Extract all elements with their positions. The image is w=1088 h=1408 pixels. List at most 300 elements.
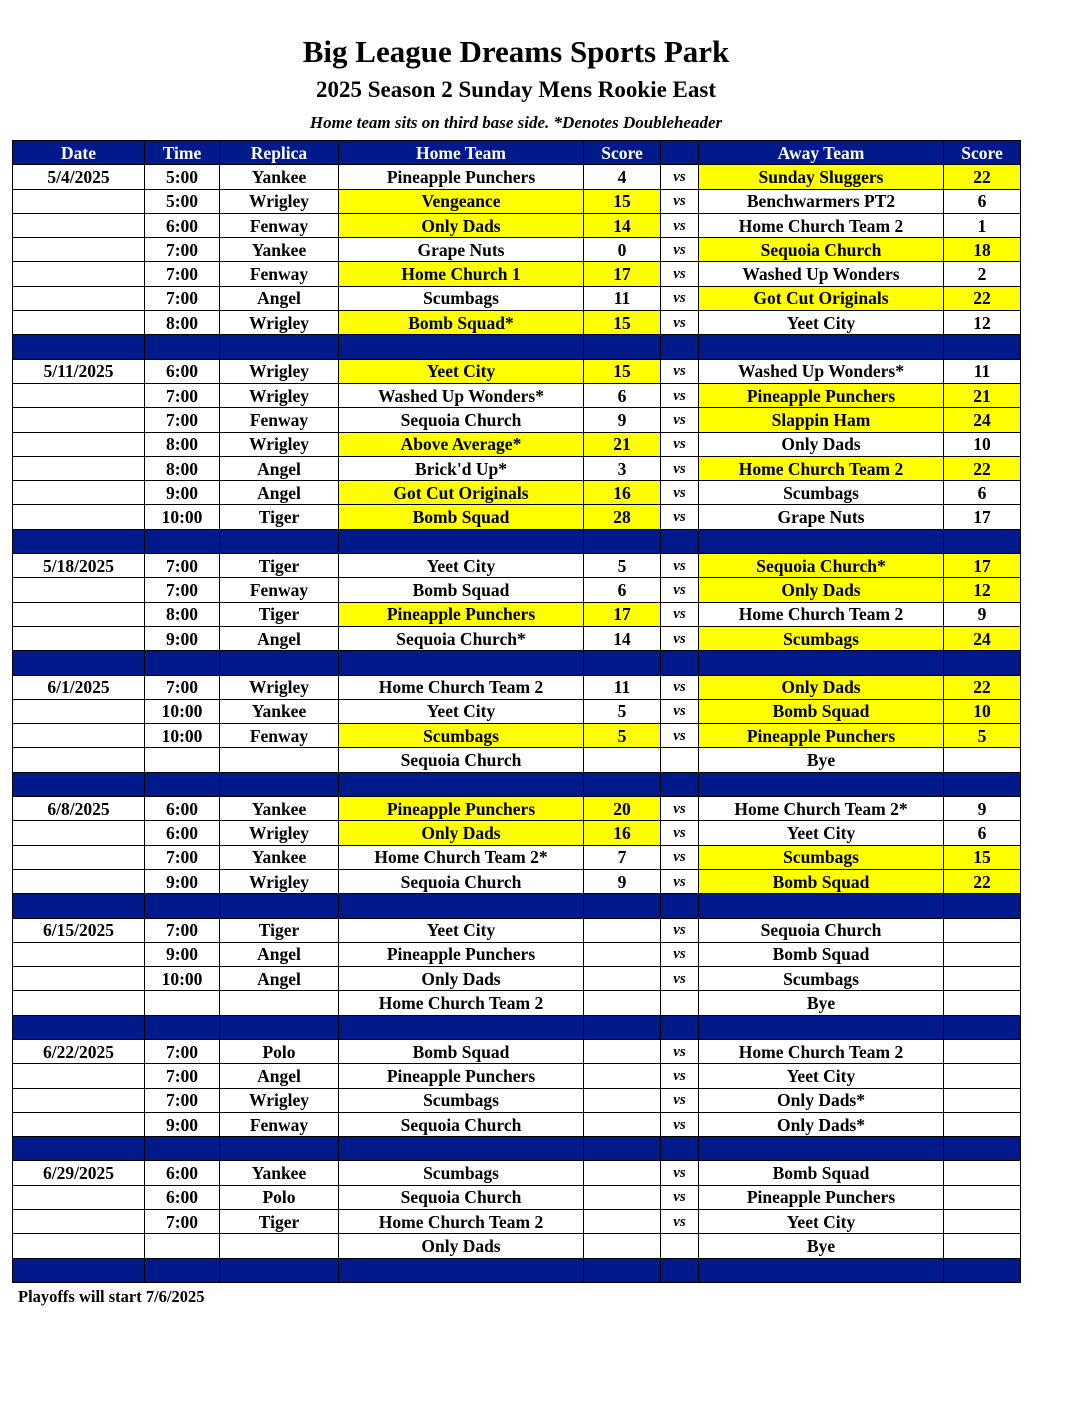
home-score — [584, 991, 661, 1015]
away-score: 24 — [944, 626, 1021, 650]
week-separator — [13, 772, 1021, 796]
home-score — [584, 918, 661, 942]
home-team: Home Church Team 2 — [339, 991, 584, 1015]
game-row — [13, 481, 1021, 505]
away-score: 6 — [944, 481, 1021, 505]
game-field: Polo — [220, 1039, 339, 1063]
game-date: 6/22/2025 — [13, 1039, 145, 1063]
away-team: Bomb Squad — [699, 1161, 944, 1185]
home-team: Bomb Squad — [339, 1039, 584, 1063]
game-date — [13, 1210, 145, 1234]
game-row — [13, 1064, 1021, 1088]
game-row — [13, 821, 1021, 845]
home-team: Scumbags — [339, 286, 584, 310]
separator-cell — [944, 335, 1021, 359]
game-time: 10:00 — [145, 505, 220, 529]
separator-cell — [661, 529, 699, 553]
vs-label: vs — [661, 845, 699, 869]
away-team: Only Dads — [699, 675, 944, 699]
separator-cell — [145, 651, 220, 675]
separator-cell — [944, 1258, 1021, 1282]
separator-cell — [699, 894, 944, 918]
game-date — [13, 821, 145, 845]
away-team: Sequoia Church* — [699, 554, 944, 578]
game-date — [13, 1112, 145, 1136]
away-team: Home Church Team 2 — [699, 456, 944, 480]
separator-cell — [145, 772, 220, 796]
game-row — [13, 797, 1021, 821]
home-team: Sequoia Church — [339, 1185, 584, 1209]
game-field: Angel — [220, 456, 339, 480]
home-team: Sequoia Church — [339, 869, 584, 893]
away-team: Only Dads — [699, 432, 944, 456]
away-team: Only Dads* — [699, 1088, 944, 1112]
separator-cell — [661, 335, 699, 359]
home-team: Brick'd Up* — [339, 456, 584, 480]
separator-cell — [584, 529, 661, 553]
game-date — [13, 942, 145, 966]
home-score: 20 — [584, 797, 661, 821]
vs-label: vs — [661, 432, 699, 456]
game-field: Wrigley — [220, 821, 339, 845]
away-team: Sunday Sluggers — [699, 165, 944, 189]
game-date — [13, 1064, 145, 1088]
home-score: 5 — [584, 554, 661, 578]
game-field: Fenway — [220, 1112, 339, 1136]
game-time: 6:00 — [145, 213, 220, 237]
home-score: 4 — [584, 165, 661, 189]
home-score: 16 — [584, 821, 661, 845]
separator-cell — [661, 772, 699, 796]
game-time: 7:00 — [145, 1210, 220, 1234]
page-title: Big League Dreams Sports Park — [302, 34, 730, 69]
game-field: Tiger — [220, 1210, 339, 1234]
away-score: 6 — [944, 189, 1021, 213]
away-score: 15 — [944, 845, 1021, 869]
separator-cell — [145, 529, 220, 553]
away-team: Sequoia Church — [699, 238, 944, 262]
away-team: Sequoia Church — [699, 918, 944, 942]
separator-cell — [339, 772, 584, 796]
away-score — [944, 991, 1021, 1015]
game-date — [13, 238, 145, 262]
vs-label: vs — [661, 1185, 699, 1209]
game-time — [145, 1234, 220, 1258]
game-date — [13, 1185, 145, 1209]
game-row — [13, 432, 1021, 456]
home-team: Grape Nuts — [339, 238, 584, 262]
home-team: Home Church 1 — [339, 262, 584, 286]
away-team: Yeet City — [699, 1210, 944, 1234]
game-field: Tiger — [220, 554, 339, 578]
away-score: 18 — [944, 238, 1021, 262]
vs-label: vs — [661, 1064, 699, 1088]
away-team: Washed Up Wonders — [699, 262, 944, 286]
away-team: Home Church Team 2 — [699, 1039, 944, 1063]
game-date — [13, 991, 145, 1015]
column-header-date: Date — [13, 141, 145, 165]
away-team: Yeet City — [699, 1064, 944, 1088]
away-score — [944, 1088, 1021, 1112]
game-time: 6:00 — [145, 821, 220, 845]
home-team: Only Dads — [339, 1234, 584, 1258]
separator-cell — [339, 651, 584, 675]
game-date — [13, 213, 145, 237]
separator-cell — [145, 894, 220, 918]
separator-cell — [661, 1258, 699, 1282]
game-field: Wrigley — [220, 311, 339, 335]
game-date: 5/11/2025 — [13, 359, 145, 383]
game-time: 7:00 — [145, 918, 220, 942]
vs-label: vs — [661, 942, 699, 966]
column-header-home-team: Home Team — [339, 141, 584, 165]
game-time: 5:00 — [145, 189, 220, 213]
game-field: Yankee — [220, 845, 339, 869]
game-field: Fenway — [220, 724, 339, 748]
vs-label: vs — [661, 383, 699, 407]
separator-cell — [699, 335, 944, 359]
away-score: 12 — [944, 578, 1021, 602]
separator-cell — [145, 335, 220, 359]
home-score — [584, 967, 661, 991]
game-row — [13, 869, 1021, 893]
separator-cell — [661, 1137, 699, 1161]
away-score: 22 — [944, 165, 1021, 189]
away-score: 9 — [944, 797, 1021, 821]
schedule-table — [12, 140, 1021, 1283]
game-time: 5:00 — [145, 165, 220, 189]
game-date — [13, 456, 145, 480]
game-time: 7:00 — [145, 238, 220, 262]
game-time: 6:00 — [145, 359, 220, 383]
game-time: 7:00 — [145, 383, 220, 407]
vs-label: vs — [661, 675, 699, 699]
game-row — [13, 408, 1021, 432]
home-team: Scumbags — [339, 1161, 584, 1185]
game-time: 7:00 — [145, 845, 220, 869]
separator-cell — [661, 651, 699, 675]
separator-cell — [220, 894, 339, 918]
separator-cell — [220, 529, 339, 553]
game-field — [220, 1234, 339, 1258]
game-time: 9:00 — [145, 942, 220, 966]
game-field: Wrigley — [220, 1088, 339, 1112]
away-team: Only Dads — [699, 578, 944, 602]
vs-label: vs — [661, 481, 699, 505]
game-time: 6:00 — [145, 797, 220, 821]
game-row — [13, 165, 1021, 189]
vs-label: vs — [661, 797, 699, 821]
game-date — [13, 626, 145, 650]
column-header-away-score: Score — [944, 141, 1021, 165]
separator-cell — [661, 1015, 699, 1039]
separator-cell — [584, 335, 661, 359]
separator-cell — [944, 772, 1021, 796]
home-score — [584, 1161, 661, 1185]
game-date — [13, 869, 145, 893]
game-date — [13, 602, 145, 626]
game-field: Fenway — [220, 578, 339, 602]
home-score: 5 — [584, 724, 661, 748]
header-row — [13, 141, 1021, 165]
game-date — [13, 505, 145, 529]
column-header-replica: Replica — [220, 141, 339, 165]
vs-label: vs — [661, 602, 699, 626]
game-date — [13, 481, 145, 505]
game-time: 7:00 — [145, 1064, 220, 1088]
separator-cell — [699, 529, 944, 553]
game-field: Polo — [220, 1185, 339, 1209]
home-team: Only Dads — [339, 967, 584, 991]
game-date: 6/29/2025 — [13, 1161, 145, 1185]
home-score: 15 — [584, 359, 661, 383]
away-team: Bye — [699, 991, 944, 1015]
home-team: Got Cut Originals — [339, 481, 584, 505]
vs-label: vs — [661, 699, 699, 723]
away-score: 5 — [944, 724, 1021, 748]
separator-cell — [699, 1015, 944, 1039]
page-subtitle: 2025 Season 2 Sunday Mens Rookie East — [315, 77, 717, 102]
separator-cell — [661, 894, 699, 918]
away-team: Got Cut Originals — [699, 286, 944, 310]
home-score: 3 — [584, 456, 661, 480]
game-time: 9:00 — [145, 481, 220, 505]
game-time: 7:00 — [145, 578, 220, 602]
home-team: Above Average* — [339, 432, 584, 456]
away-score — [944, 1161, 1021, 1185]
away-score: 22 — [944, 456, 1021, 480]
separator-cell — [584, 1258, 661, 1282]
away-score — [944, 1210, 1021, 1234]
separator-cell — [584, 894, 661, 918]
home-team: Sequoia Church — [339, 748, 584, 772]
separator-cell — [699, 1137, 944, 1161]
separator-cell — [13, 772, 145, 796]
separator-cell — [13, 335, 145, 359]
home-team: Sequoia Church — [339, 1112, 584, 1136]
game-row — [13, 724, 1021, 748]
vs-label: vs — [661, 359, 699, 383]
away-score: 22 — [944, 286, 1021, 310]
game-row — [13, 311, 1021, 335]
vs-label: vs — [661, 408, 699, 432]
away-score — [944, 748, 1021, 772]
home-score — [584, 1234, 661, 1258]
game-row — [13, 1234, 1021, 1258]
away-score: 1 — [944, 213, 1021, 237]
game-row — [13, 286, 1021, 310]
game-row — [13, 626, 1021, 650]
game-row — [13, 238, 1021, 262]
game-date: 5/4/2025 — [13, 165, 145, 189]
away-score — [944, 1112, 1021, 1136]
separator-cell — [13, 1137, 145, 1161]
schedule-note: Home team sits on third base side. *Denotes Doubleheader — [309, 113, 723, 132]
game-field: Wrigley — [220, 869, 339, 893]
game-row — [13, 213, 1021, 237]
game-date — [13, 262, 145, 286]
separator-cell — [13, 894, 145, 918]
home-team: Bomb Squad — [339, 578, 584, 602]
home-team: Yeet City — [339, 699, 584, 723]
home-score — [584, 1185, 661, 1209]
away-team: Bomb Squad — [699, 699, 944, 723]
home-score: 17 — [584, 602, 661, 626]
separator-cell — [339, 1258, 584, 1282]
away-score — [944, 942, 1021, 966]
home-team: Home Church Team 2 — [339, 1210, 584, 1234]
home-team: Sequoia Church — [339, 408, 584, 432]
separator-cell — [145, 1258, 220, 1282]
game-time: 8:00 — [145, 432, 220, 456]
game-field — [220, 748, 339, 772]
game-time: 6:00 — [145, 1161, 220, 1185]
separator-cell — [339, 894, 584, 918]
game-field: Yankee — [220, 165, 339, 189]
game-field: Tiger — [220, 602, 339, 626]
game-date: 5/18/2025 — [13, 554, 145, 578]
game-date — [13, 724, 145, 748]
game-row — [13, 1161, 1021, 1185]
home-score: 15 — [584, 189, 661, 213]
game-row — [13, 1112, 1021, 1136]
away-score: 9 — [944, 602, 1021, 626]
vs-label: vs — [661, 554, 699, 578]
home-score: 9 — [584, 408, 661, 432]
game-field: Fenway — [220, 213, 339, 237]
game-time: 8:00 — [145, 602, 220, 626]
game-row — [13, 942, 1021, 966]
vs-label: vs — [661, 262, 699, 286]
game-date — [13, 383, 145, 407]
game-row — [13, 578, 1021, 602]
playoffs-note: Playoffs will start 7/6/2025 — [18, 1287, 205, 1306]
game-row — [13, 456, 1021, 480]
home-score: 6 — [584, 383, 661, 407]
game-time: 7:00 — [145, 262, 220, 286]
vs-label: vs — [661, 456, 699, 480]
separator-cell — [339, 1137, 584, 1161]
column-header-away-team: Away Team — [699, 141, 944, 165]
away-team: Benchwarmers PT2 — [699, 189, 944, 213]
away-score: 12 — [944, 311, 1021, 335]
away-team: Home Church Team 2* — [699, 797, 944, 821]
vs-label: vs — [661, 311, 699, 335]
home-team: Pineapple Punchers — [339, 797, 584, 821]
home-score: 16 — [584, 481, 661, 505]
home-score: 9 — [584, 869, 661, 893]
home-score — [584, 748, 661, 772]
separator-cell — [339, 529, 584, 553]
away-team: Slappin Ham — [699, 408, 944, 432]
game-field: Wrigley — [220, 359, 339, 383]
home-score — [584, 1039, 661, 1063]
game-field: Yankee — [220, 797, 339, 821]
away-score — [944, 1234, 1021, 1258]
away-score: 24 — [944, 408, 1021, 432]
game-date — [13, 967, 145, 991]
separator-cell — [584, 1137, 661, 1161]
game-date — [13, 408, 145, 432]
home-score — [584, 1088, 661, 1112]
away-score: 10 — [944, 432, 1021, 456]
home-score: 5 — [584, 699, 661, 723]
game-time: 10:00 — [145, 724, 220, 748]
home-score — [584, 1112, 661, 1136]
away-team: Home Church Team 2 — [699, 602, 944, 626]
home-team: Home Church Team 2* — [339, 845, 584, 869]
away-team: Washed Up Wonders* — [699, 359, 944, 383]
game-date — [13, 748, 145, 772]
separator-cell — [220, 1137, 339, 1161]
game-row — [13, 991, 1021, 1015]
vs-label — [661, 748, 699, 772]
game-date: 6/1/2025 — [13, 675, 145, 699]
separator-cell — [699, 1258, 944, 1282]
separator-cell — [944, 651, 1021, 675]
game-row — [13, 967, 1021, 991]
game-field: Tiger — [220, 505, 339, 529]
game-row — [13, 505, 1021, 529]
game-time — [145, 748, 220, 772]
game-row — [13, 918, 1021, 942]
game-field: Angel — [220, 942, 339, 966]
separator-cell — [584, 651, 661, 675]
away-team: Pineapple Punchers — [699, 724, 944, 748]
vs-label: vs — [661, 967, 699, 991]
home-team: Home Church Team 2 — [339, 675, 584, 699]
week-separator — [13, 335, 1021, 359]
game-time: 9:00 — [145, 626, 220, 650]
separator-cell — [944, 529, 1021, 553]
home-team: Yeet City — [339, 359, 584, 383]
away-score — [944, 1185, 1021, 1209]
home-score: 14 — [584, 213, 661, 237]
separator-cell — [339, 335, 584, 359]
home-team: Yeet City — [339, 554, 584, 578]
vs-label: vs — [661, 918, 699, 942]
separator-cell — [13, 1258, 145, 1282]
game-row — [13, 554, 1021, 578]
game-time: 6:00 — [145, 1185, 220, 1209]
away-team: Bye — [699, 1234, 944, 1258]
home-score: 28 — [584, 505, 661, 529]
game-time — [145, 991, 220, 1015]
separator-cell — [220, 1015, 339, 1039]
away-score: 6 — [944, 821, 1021, 845]
vs-label: vs — [661, 213, 699, 237]
separator-cell — [944, 1015, 1021, 1039]
game-date — [13, 578, 145, 602]
separator-cell — [145, 1137, 220, 1161]
game-field: Wrigley — [220, 383, 339, 407]
separator-cell — [220, 335, 339, 359]
away-score — [944, 918, 1021, 942]
away-team: Yeet City — [699, 821, 944, 845]
separator-cell — [220, 651, 339, 675]
game-time: 7:00 — [145, 554, 220, 578]
vs-label: vs — [661, 821, 699, 845]
schedule-body — [13, 165, 1021, 1283]
game-date — [13, 845, 145, 869]
home-score: 0 — [584, 238, 661, 262]
game-field: Yankee — [220, 1161, 339, 1185]
game-time: 7:00 — [145, 408, 220, 432]
away-score — [944, 1064, 1021, 1088]
game-time: 8:00 — [145, 311, 220, 335]
away-team: Scumbags — [699, 845, 944, 869]
home-score: 17 — [584, 262, 661, 286]
